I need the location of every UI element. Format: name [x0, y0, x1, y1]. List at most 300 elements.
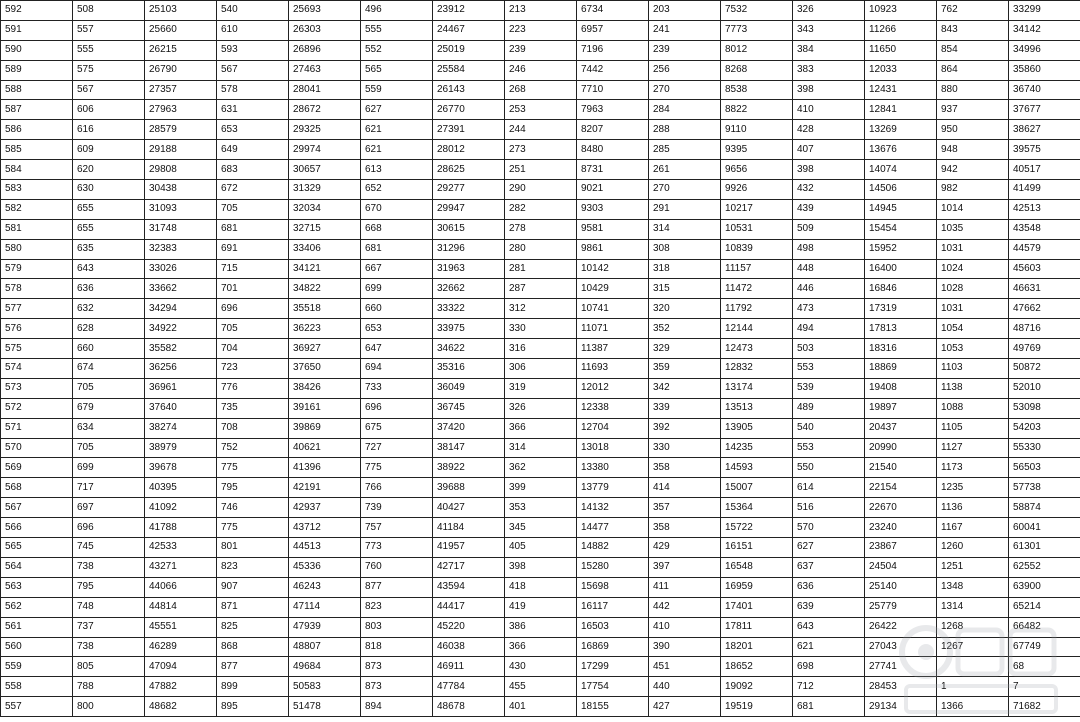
- table-cell-c15: 57738: [1009, 478, 1080, 498]
- table-cell-c10: 339: [649, 398, 721, 418]
- table-cell-c10: 256: [649, 60, 721, 80]
- table-row: [1, 458, 1080, 478]
- table-cell-c6: 766: [361, 478, 433, 498]
- table-row: [1, 180, 1080, 200]
- table-cell-c2: 674: [73, 359, 145, 379]
- table-cell-c2: 628: [73, 319, 145, 339]
- table-row: [1, 140, 1080, 160]
- table-cell-c15: 39575: [1009, 140, 1080, 160]
- table-cell-c4: 708: [217, 418, 289, 438]
- table-cell-c12: 494: [793, 319, 865, 339]
- table-cell-c11: 9926: [721, 180, 793, 200]
- table-cell-c4: 877: [217, 657, 289, 677]
- table-cell-c7: 44417: [433, 597, 505, 617]
- table-cell-c2: 738: [73, 557, 145, 577]
- table-cell-c3: 36256: [145, 359, 217, 379]
- table-cell-c14: 1136: [937, 498, 1009, 518]
- table-cell-c10: 342: [649, 378, 721, 398]
- table-cell-c6: 739: [361, 498, 433, 518]
- table-cell-c11: 12473: [721, 339, 793, 359]
- table-cell-c7: 38922: [433, 458, 505, 478]
- table-cell-c9: 9581: [577, 219, 649, 239]
- table-cell-c2: 620: [73, 160, 145, 180]
- table-cell-c4: 775: [217, 458, 289, 478]
- table-cell-c4: 775: [217, 518, 289, 538]
- table-cell-c5: 30657: [289, 160, 361, 180]
- table-cell-c8: 314: [505, 438, 577, 458]
- table-cell-c4: 593: [217, 40, 289, 60]
- table-cell-c2: 679: [73, 398, 145, 418]
- table-cell-c15: 68: [1009, 657, 1080, 677]
- table-cell-c8: 290: [505, 180, 577, 200]
- table-cell-c10: 397: [649, 557, 721, 577]
- table-cell-c9: 12338: [577, 398, 649, 418]
- table-cell-c6: 894: [361, 697, 433, 717]
- table-row: [1, 339, 1080, 359]
- table-cell-c10: 358: [649, 458, 721, 478]
- table-cell-c3: 44814: [145, 597, 217, 617]
- table-cell-c5: 26896: [289, 40, 361, 60]
- table-row: [1, 199, 1080, 219]
- table-cell-c2: 795: [73, 577, 145, 597]
- table-cell-c2: 655: [73, 219, 145, 239]
- table-cell-c8: 316: [505, 339, 577, 359]
- table-cell-c14: 1105: [937, 418, 1009, 438]
- table-cell-c3: 36961: [145, 378, 217, 398]
- table-cell-c5: 37650: [289, 359, 361, 379]
- table-cell-c6: 694: [361, 359, 433, 379]
- table-cell-c13: 14945: [865, 199, 937, 219]
- table-cell-c7: 45220: [433, 617, 505, 637]
- table-cell-c12: 407: [793, 140, 865, 160]
- table-cell-c4: 801: [217, 538, 289, 558]
- table-cell-c9: 14477: [577, 518, 649, 538]
- table-cell-c15: 38627: [1009, 120, 1080, 140]
- table-cell-c8: 239: [505, 40, 577, 60]
- table-cell-c11: 12832: [721, 359, 793, 379]
- table-cell-c6: 613: [361, 160, 433, 180]
- table-cell-c3: 25103: [145, 1, 217, 21]
- table-cell-c10: 314: [649, 219, 721, 239]
- table-cell-c9: 9021: [577, 180, 649, 200]
- table-row: [1, 319, 1080, 339]
- table-cell-c9: 9861: [577, 239, 649, 259]
- table-cell-c1: 584: [1, 160, 73, 180]
- table-cell-c7: 40427: [433, 498, 505, 518]
- table-cell-c5: 39161: [289, 398, 361, 418]
- table-cell-c5: 50583: [289, 677, 361, 697]
- table-cell-c13: 29134: [865, 697, 937, 717]
- table-row: [1, 1, 1080, 21]
- table-cell-c11: 15007: [721, 478, 793, 498]
- table-cell-c7: 31296: [433, 239, 505, 259]
- table-cell-c7: 47784: [433, 677, 505, 697]
- table-cell-c2: 738: [73, 637, 145, 657]
- table-cell-c6: 675: [361, 418, 433, 438]
- table-cell-c6: 877: [361, 577, 433, 597]
- table-cell-c7: 37420: [433, 418, 505, 438]
- table-cell-c2: 636: [73, 279, 145, 299]
- table-row: [1, 160, 1080, 180]
- table-cell-c1: 590: [1, 40, 73, 60]
- table-cell-c1: 585: [1, 140, 73, 160]
- table-cell-c5: 25693: [289, 1, 361, 21]
- table-cell-c10: 357: [649, 498, 721, 518]
- table-cell-c7: 32662: [433, 279, 505, 299]
- table-cell-c15: 46631: [1009, 279, 1080, 299]
- table-cell-c9: 15280: [577, 557, 649, 577]
- table-cell-c12: 398: [793, 160, 865, 180]
- table-row: [1, 120, 1080, 140]
- table-cell-c11: 10839: [721, 239, 793, 259]
- table-cell-c1: 591: [1, 20, 73, 40]
- table-cell-c11: 15364: [721, 498, 793, 518]
- table-cell-c5: 33406: [289, 239, 361, 259]
- table-cell-c7: 27391: [433, 120, 505, 140]
- table-cell-c10: 390: [649, 637, 721, 657]
- table-cell-c14: 1366: [937, 697, 1009, 717]
- table-cell-c13: 13269: [865, 120, 937, 140]
- table-cell-c5: 27463: [289, 60, 361, 80]
- table-cell-c1: 579: [1, 259, 73, 279]
- table-cell-c12: 643: [793, 617, 865, 637]
- table-cell-c2: 575: [73, 60, 145, 80]
- table-cell-c6: 627: [361, 100, 433, 120]
- table-cell-c15: 62552: [1009, 557, 1080, 577]
- table-cell-c2: 635: [73, 239, 145, 259]
- table-cell-c8: 345: [505, 518, 577, 538]
- table-cell-c12: 509: [793, 219, 865, 239]
- table-cell-c14: 1235: [937, 478, 1009, 498]
- table-row: [1, 398, 1080, 418]
- table-cell-c13: 15454: [865, 219, 937, 239]
- table-cell-c8: 280: [505, 239, 577, 259]
- table-cell-c15: 48716: [1009, 319, 1080, 339]
- table-cell-c8: 401: [505, 697, 577, 717]
- table-cell-c14: 1088: [937, 398, 1009, 418]
- table-cell-c7: 25584: [433, 60, 505, 80]
- table-cell-c15: 54203: [1009, 418, 1080, 438]
- table-cell-c4: 653: [217, 120, 289, 140]
- table-cell-c13: 27043: [865, 637, 937, 657]
- table-cell-c7: 46038: [433, 637, 505, 657]
- table-cell-c11: 17811: [721, 617, 793, 637]
- table-cell-c12: 621: [793, 637, 865, 657]
- table-cell-c11: 11792: [721, 299, 793, 319]
- table-cell-c5: 41396: [289, 458, 361, 478]
- table-cell-c3: 34922: [145, 319, 217, 339]
- table-cell-c8: 399: [505, 478, 577, 498]
- table-cell-c6: 818: [361, 637, 433, 657]
- table-body: [1, 1, 1080, 717]
- table-cell-c6: 660: [361, 299, 433, 319]
- table-cell-c6: 559: [361, 80, 433, 100]
- table-cell-c4: 868: [217, 637, 289, 657]
- table-cell-c6: 727: [361, 438, 433, 458]
- table-cell-c9: 11071: [577, 319, 649, 339]
- table-cell-c8: 430: [505, 657, 577, 677]
- table-cell-c11: 8012: [721, 40, 793, 60]
- table-cell-c5: 39869: [289, 418, 361, 438]
- table-cell-c3: 39678: [145, 458, 217, 478]
- table-cell-c10: 239: [649, 40, 721, 60]
- table-cell-c12: 637: [793, 557, 865, 577]
- table-cell-c15: 42513: [1009, 199, 1080, 219]
- table-cell-c6: 621: [361, 120, 433, 140]
- table-cell-c3: 31748: [145, 219, 217, 239]
- table-cell-c1: 588: [1, 80, 73, 100]
- table-cell-c10: 329: [649, 339, 721, 359]
- table-cell-c12: 498: [793, 239, 865, 259]
- table-cell-c8: 405: [505, 538, 577, 558]
- table-cell-c9: 10429: [577, 279, 649, 299]
- table-cell-c12: 503: [793, 339, 865, 359]
- table-cell-c5: 32715: [289, 219, 361, 239]
- table-cell-c14: 1053: [937, 339, 1009, 359]
- table-cell-c13: 27741: [865, 657, 937, 677]
- table-cell-c12: 428: [793, 120, 865, 140]
- table-cell-c13: 21540: [865, 458, 937, 478]
- table-cell-c8: 282: [505, 199, 577, 219]
- table-cell-c2: 699: [73, 458, 145, 478]
- table-cell-c13: 24504: [865, 557, 937, 577]
- table-cell-c13: 17319: [865, 299, 937, 319]
- table-cell-c5: 28041: [289, 80, 361, 100]
- table-cell-c4: 723: [217, 359, 289, 379]
- table-cell-c8: 353: [505, 498, 577, 518]
- table-cell-c11: 9395: [721, 140, 793, 160]
- table-cell-c13: 25140: [865, 577, 937, 597]
- table-cell-c13: 11650: [865, 40, 937, 60]
- table-row: [1, 100, 1080, 120]
- table-cell-c14: 1054: [937, 319, 1009, 339]
- table-cell-c3: 26790: [145, 60, 217, 80]
- table-cell-c7: 34622: [433, 339, 505, 359]
- table-cell-c5: 29974: [289, 140, 361, 160]
- table-cell-c15: 61301: [1009, 538, 1080, 558]
- table-cell-c9: 11693: [577, 359, 649, 379]
- table-cell-c11: 14235: [721, 438, 793, 458]
- table-cell-c9: 17299: [577, 657, 649, 677]
- table-cell-c4: 567: [217, 60, 289, 80]
- table-cell-c1: 577: [1, 299, 73, 319]
- table-row: [1, 438, 1080, 458]
- table-cell-c9: 14132: [577, 498, 649, 518]
- table-cell-c14: 864: [937, 60, 1009, 80]
- table-cell-c5: 40621: [289, 438, 361, 458]
- table-cell-c3: 28579: [145, 120, 217, 140]
- table-cell-c5: 36927: [289, 339, 361, 359]
- table-cell-c4: 823: [217, 557, 289, 577]
- table-cell-c4: 701: [217, 279, 289, 299]
- table-cell-c4: 704: [217, 339, 289, 359]
- table-cell-c7: 33322: [433, 299, 505, 319]
- table-cell-c3: 31093: [145, 199, 217, 219]
- table-cell-c15: 36740: [1009, 80, 1080, 100]
- table-cell-c6: 668: [361, 219, 433, 239]
- table-cell-c12: 570: [793, 518, 865, 538]
- table-cell-c1: 589: [1, 60, 73, 80]
- table-cell-c8: 253: [505, 100, 577, 120]
- table-cell-c1: 567: [1, 498, 73, 518]
- table-cell-c11: 11157: [721, 259, 793, 279]
- table-cell-c6: 760: [361, 557, 433, 577]
- table-cell-c2: 632: [73, 299, 145, 319]
- table-cell-c6: 696: [361, 398, 433, 418]
- table-cell-c15: 45603: [1009, 259, 1080, 279]
- table-cell-c2: 705: [73, 438, 145, 458]
- table-cell-c15: 50872: [1009, 359, 1080, 379]
- table-cell-c9: 13018: [577, 438, 649, 458]
- table-cell-c11: 16548: [721, 557, 793, 577]
- table-cell-c4: 540: [217, 1, 289, 21]
- table-cell-c15: 53098: [1009, 398, 1080, 418]
- table-cell-c5: 51478: [289, 697, 361, 717]
- table-cell-c10: 440: [649, 677, 721, 697]
- table-cell-c10: 288: [649, 120, 721, 140]
- table-cell-c11: 7773: [721, 20, 793, 40]
- table-cell-c1: 559: [1, 657, 73, 677]
- table-cell-c14: 948: [937, 140, 1009, 160]
- table-cell-c6: 647: [361, 339, 433, 359]
- table-cell-c11: 17401: [721, 597, 793, 617]
- table-cell-c13: 26422: [865, 617, 937, 637]
- table-cell-c12: 343: [793, 20, 865, 40]
- table-cell-c12: 636: [793, 577, 865, 597]
- table-cell-c2: 696: [73, 518, 145, 538]
- table-cell-c8: 244: [505, 120, 577, 140]
- table-cell-c5: 29325: [289, 120, 361, 140]
- table-cell-c14: 1251: [937, 557, 1009, 577]
- table-cell-c1: 586: [1, 120, 73, 140]
- table-cell-c12: 432: [793, 180, 865, 200]
- table-cell-c11: 18652: [721, 657, 793, 677]
- table-cell-c15: 63900: [1009, 577, 1080, 597]
- table-cell-c13: 17813: [865, 319, 937, 339]
- table-cell-c5: 43712: [289, 518, 361, 538]
- table-cell-c15: 56503: [1009, 458, 1080, 478]
- table-cell-c3: 32383: [145, 239, 217, 259]
- table-cell-c9: 16503: [577, 617, 649, 637]
- table-cell-c1: 564: [1, 557, 73, 577]
- table-cell-c14: 1024: [937, 259, 1009, 279]
- table-cell-c1: 571: [1, 418, 73, 438]
- table-row: [1, 538, 1080, 558]
- table-cell-c12: 553: [793, 359, 865, 379]
- table-cell-c11: 14593: [721, 458, 793, 478]
- table-cell-c13: 22670: [865, 498, 937, 518]
- table-cell-c13: 28453: [865, 677, 937, 697]
- table-cell-c14: 1267: [937, 637, 1009, 657]
- table-cell-c9: 7442: [577, 60, 649, 80]
- table-cell-c10: 358: [649, 518, 721, 538]
- table-cell-c9: 6957: [577, 20, 649, 40]
- table-cell-c5: 42191: [289, 478, 361, 498]
- table-cell-c5: 28672: [289, 100, 361, 120]
- table-cell-c9: 12704: [577, 418, 649, 438]
- table-row: [1, 617, 1080, 637]
- table-cell-c8: 246: [505, 60, 577, 80]
- table-cell-c10: 308: [649, 239, 721, 259]
- table-cell-c3: 35582: [145, 339, 217, 359]
- table-row: [1, 697, 1080, 717]
- table-cell-c12: 539: [793, 378, 865, 398]
- table-cell-c5: 32034: [289, 199, 361, 219]
- table-cell-c6: 873: [361, 677, 433, 697]
- table-cell-c8: 330: [505, 319, 577, 339]
- table-cell-c12: 439: [793, 199, 865, 219]
- table-cell-c4: 696: [217, 299, 289, 319]
- table-cell-c6: 667: [361, 259, 433, 279]
- table-cell-c6: 670: [361, 199, 433, 219]
- table-cell-c12: 614: [793, 478, 865, 498]
- table-cell-c1: 581: [1, 219, 73, 239]
- table-cell-c10: 285: [649, 140, 721, 160]
- table-cell-c5: 45336: [289, 557, 361, 577]
- table-cell-c14: 982: [937, 180, 1009, 200]
- table-cell-c3: 26215: [145, 40, 217, 60]
- table-cell-c15: 58874: [1009, 498, 1080, 518]
- table-cell-c3: 37640: [145, 398, 217, 418]
- table-cell-c8: 213: [505, 1, 577, 21]
- table-cell-c5: 48807: [289, 637, 361, 657]
- table-cell-c11: 8822: [721, 100, 793, 120]
- table-cell-c5: 36223: [289, 319, 361, 339]
- table-row: [1, 80, 1080, 100]
- table-cell-c8: 326: [505, 398, 577, 418]
- table-cell-c14: 1314: [937, 597, 1009, 617]
- table-cell-c8: 251: [505, 160, 577, 180]
- table-cell-c12: 627: [793, 538, 865, 558]
- table-cell-c7: 46911: [433, 657, 505, 677]
- table-cell-c9: 7710: [577, 80, 649, 100]
- table-cell-c2: 788: [73, 677, 145, 697]
- table-cell-c15: 66482: [1009, 617, 1080, 637]
- table-cell-c13: 10923: [865, 1, 937, 21]
- table-cell-c15: 52010: [1009, 378, 1080, 398]
- table-cell-c2: 660: [73, 339, 145, 359]
- table-cell-c4: 578: [217, 80, 289, 100]
- table-cell-c2: 609: [73, 140, 145, 160]
- table-cell-c14: 1127: [937, 438, 1009, 458]
- table-cell-c9: 13380: [577, 458, 649, 478]
- table-row: [1, 557, 1080, 577]
- table-cell-c12: 681: [793, 697, 865, 717]
- table-cell-c13: 20990: [865, 438, 937, 458]
- table-cell-c12: 410: [793, 100, 865, 120]
- table-cell-c5: 47939: [289, 617, 361, 637]
- table-cell-c15: 55330: [1009, 438, 1080, 458]
- table-cell-c13: 13676: [865, 140, 937, 160]
- table-row: [1, 60, 1080, 80]
- table-cell-c2: 800: [73, 697, 145, 717]
- table-cell-c4: 705: [217, 319, 289, 339]
- table-cell-c14: 1138: [937, 378, 1009, 398]
- table-cell-c12: 553: [793, 438, 865, 458]
- table-cell-c3: 30438: [145, 180, 217, 200]
- table-cell-c1: 568: [1, 478, 73, 498]
- table-cell-c10: 203: [649, 1, 721, 21]
- table-cell-c7: 39688: [433, 478, 505, 498]
- table-row: [1, 637, 1080, 657]
- table-cell-c14: 1031: [937, 239, 1009, 259]
- table-cell-c6: 496: [361, 1, 433, 21]
- table-cell-c4: 681: [217, 219, 289, 239]
- table-cell-c7: 29947: [433, 199, 505, 219]
- table-cell-c9: 17754: [577, 677, 649, 697]
- table-cell-c9: 16117: [577, 597, 649, 617]
- table-cell-c9: 7196: [577, 40, 649, 60]
